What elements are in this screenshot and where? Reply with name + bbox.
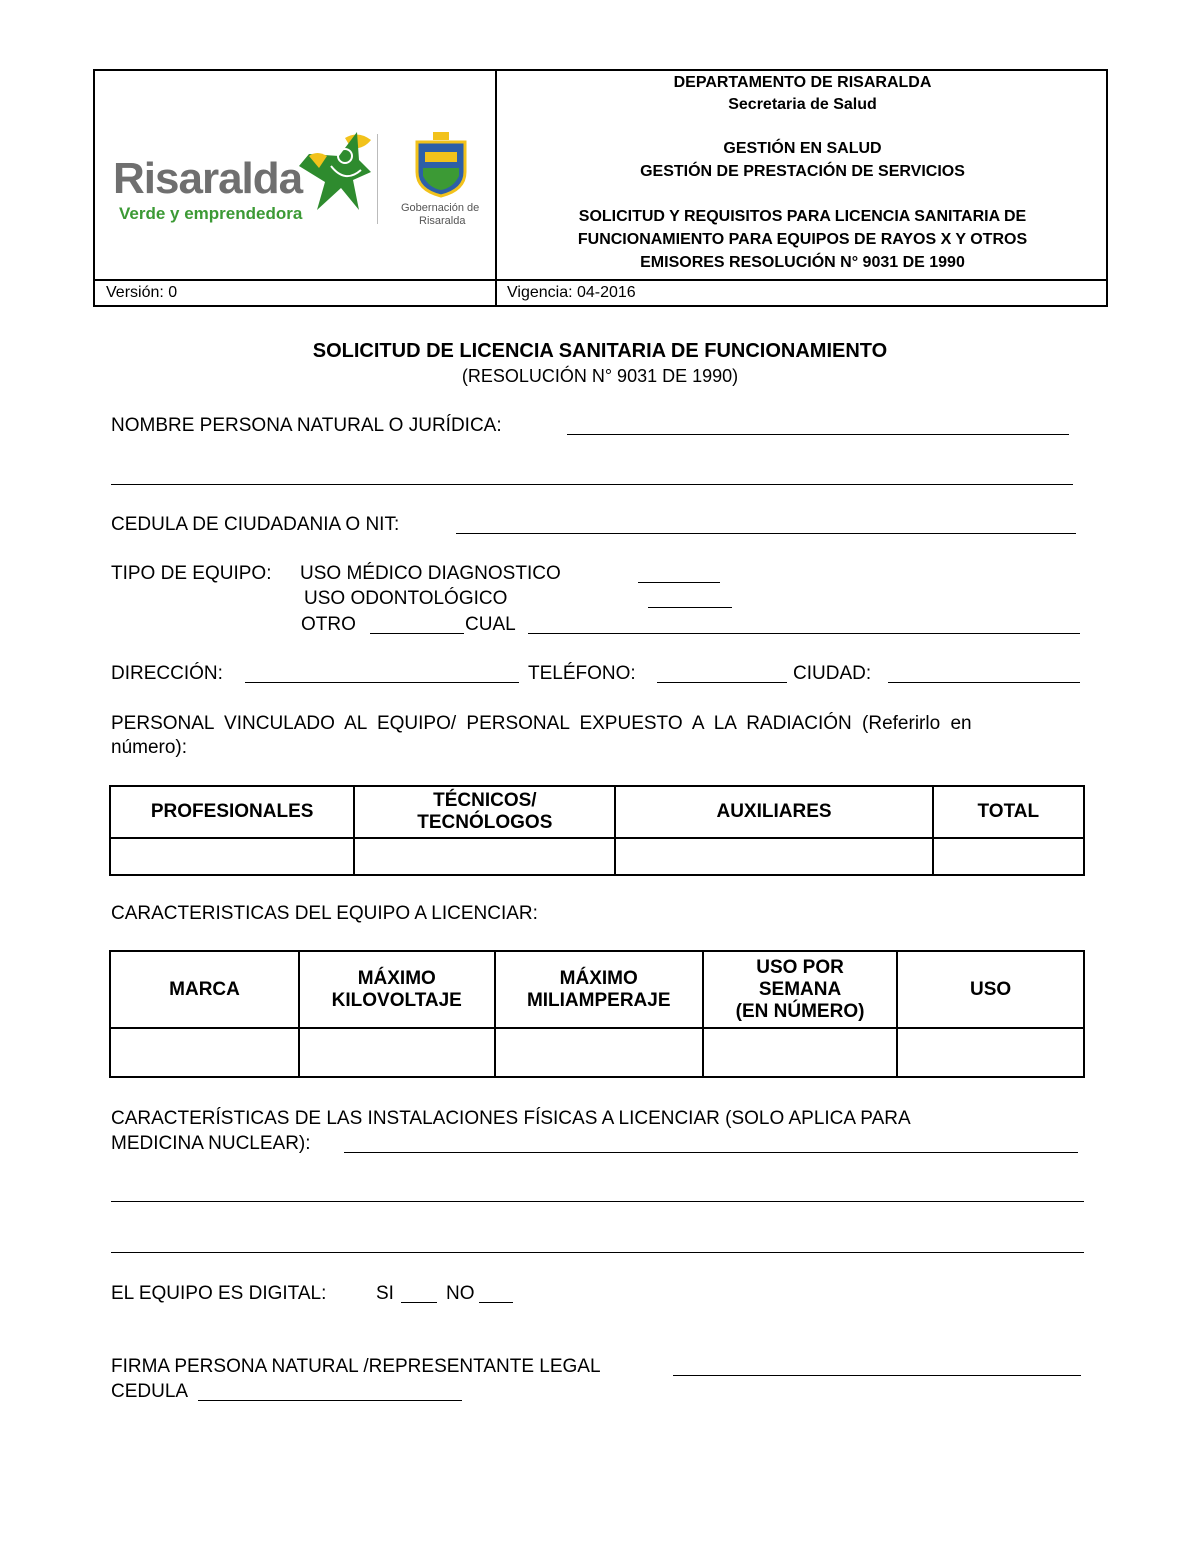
facilities-field-continued-1[interactable] bbox=[111, 1201, 1084, 1202]
address-field[interactable] bbox=[245, 682, 519, 683]
risaralda-logo bbox=[113, 126, 483, 236]
cell-max-milliamperage[interactable] bbox=[495, 1028, 703, 1077]
equipment-table bbox=[109, 950, 1085, 1078]
header-brand: MARCA bbox=[110, 951, 299, 1028]
other-field[interactable] bbox=[370, 633, 464, 634]
header-max-ma-line-2: MILIAMPERAJE bbox=[526, 989, 671, 1011]
name-field-continued[interactable] bbox=[111, 484, 1073, 485]
id-label: CEDULA DE CIUDADANIA O NIT: bbox=[111, 514, 400, 535]
facilities-field[interactable] bbox=[344, 1152, 1078, 1153]
signature-label: FIRMA PERSONA NATURAL /REPRESENTANTE LEGAL bbox=[111, 1356, 601, 1377]
area-1: GESTIÓN EN SALUD bbox=[723, 140, 882, 157]
which-label: CUAL bbox=[465, 614, 516, 635]
logo-divider bbox=[377, 134, 378, 224]
header-weekly-use-line-2: SEMANA bbox=[758, 978, 842, 1000]
cell-total[interactable] bbox=[933, 838, 1084, 875]
which-field[interactable] bbox=[528, 633, 1080, 634]
cell-weekly-use[interactable] bbox=[703, 1028, 897, 1077]
other-label: OTRO bbox=[301, 614, 356, 635]
header-weekly-use bbox=[703, 951, 897, 1028]
dental-use-label: USO ODONTOLÓGICO bbox=[304, 588, 508, 609]
header-technicians bbox=[354, 786, 615, 838]
dental-use-field[interactable] bbox=[648, 607, 732, 608]
header-table bbox=[93, 69, 1108, 307]
yes-field[interactable] bbox=[401, 1302, 437, 1303]
header-auxiliaries: AUXILIARES bbox=[615, 786, 932, 838]
city-field[interactable] bbox=[888, 682, 1080, 683]
coat-of-arms-icon bbox=[413, 132, 469, 198]
form-subtitle: (RESOLUCIÓN N° 9031 DE 1990) bbox=[461, 366, 739, 386]
city-label: CIUDAD: bbox=[793, 663, 872, 684]
header-max-kv-line-2: KILOVOLTAJE bbox=[331, 989, 462, 1011]
gov-label-1: Gobernación de bbox=[401, 202, 480, 214]
cell-use[interactable] bbox=[897, 1028, 1084, 1077]
phone-field[interactable] bbox=[657, 682, 787, 683]
equipment-characteristics-label: CARACTERISTICAS DEL EQUIPO A LICENCIAR: bbox=[111, 903, 538, 924]
header-weekly-use-line-3: (EN NÚMERO) bbox=[735, 1000, 865, 1022]
cell-professionals[interactable] bbox=[110, 838, 354, 875]
header-max-kilovoltage bbox=[299, 951, 494, 1028]
header-title-block bbox=[497, 71, 1108, 279]
medical-use-label: USO MÉDICO DIAGNOSTICO bbox=[300, 563, 561, 584]
medical-use-field[interactable] bbox=[638, 582, 720, 583]
cell-max-kilovoltage[interactable] bbox=[299, 1028, 494, 1077]
cedula-label: CEDULA bbox=[111, 1381, 189, 1402]
facilities-label-line-1: CARACTERÍSTICAS DE LAS INSTALACIONES FÍSICAS A LICENCIAR (SOLO APLICA PARA bbox=[111, 1108, 911, 1129]
gov-label-2: Risaralda bbox=[419, 215, 466, 227]
facilities-field-continued-2[interactable] bbox=[111, 1252, 1084, 1253]
equipment-type-label: TIPO DE EQUIPO: bbox=[111, 563, 272, 584]
header-technicians-line-2: TECNÓLOGOS bbox=[417, 812, 553, 833]
logo-tagline: Verde y emprendedora bbox=[119, 204, 303, 223]
doc-title-1: SOLICITUD Y REQUISITOS PARA LICENCIA SANITARIA DE bbox=[578, 208, 1027, 225]
header-professionals: PROFESIONALES bbox=[110, 786, 354, 838]
doc-title-2: FUNCIONAMIENTO PARA EQUIPOS DE RAYOS X Y OTROS bbox=[577, 231, 1028, 248]
secretariat-name: Secretaria de Salud bbox=[728, 96, 877, 113]
area-2: GESTIÓN DE PRESTACIÓN DE SERVICIOS bbox=[640, 163, 965, 180]
header-max-kv-line-1: MÁXIMO bbox=[357, 967, 436, 989]
header-use: USO bbox=[897, 951, 1084, 1028]
yes-label: SI bbox=[376, 1283, 394, 1304]
cell-auxiliaries[interactable] bbox=[615, 838, 932, 875]
no-field[interactable] bbox=[479, 1302, 513, 1303]
cell-brand[interactable] bbox=[110, 1028, 299, 1077]
digital-label: EL EQUIPO ES DIGITAL: bbox=[111, 1283, 327, 1304]
header-technicians-line-1: TÉCNICOS/ bbox=[433, 790, 537, 811]
validity-label: Vigencia: 04-2016 bbox=[507, 284, 636, 301]
no-label: NO bbox=[446, 1283, 475, 1304]
address-label: DIRECCIÓN: bbox=[111, 663, 223, 684]
name-field[interactable] bbox=[567, 434, 1069, 435]
department-name: DEPARTAMENTO DE RISARALDA bbox=[673, 74, 932, 91]
form-title: SOLICITUD DE LICENCIA SANITARIA DE FUNCIONAMIENTO bbox=[312, 340, 888, 362]
header-total: TOTAL bbox=[933, 786, 1084, 838]
logo-brand: Risaralda bbox=[113, 154, 303, 203]
doc-title-3: EMISORES RESOLUCIÓN N° 9031 DE 1990 bbox=[640, 254, 965, 271]
cedula-field[interactable] bbox=[198, 1400, 462, 1401]
header-weekly-use-line-1: USO POR bbox=[756, 956, 844, 978]
name-label: NOMBRE PERSONA NATURAL O JURÍDICA: bbox=[111, 415, 502, 436]
phone-label: TELÉFONO: bbox=[528, 663, 636, 684]
id-field[interactable] bbox=[456, 533, 1076, 534]
cell-technicians[interactable] bbox=[354, 838, 615, 875]
personnel-label-line-1: PERSONAL VINCULADO AL EQUIPO/ PERSONAL EXPUESTO A LA RADIACIÓN (Referirlo en bbox=[111, 713, 972, 734]
facilities-label-line-2: MEDICINA NUCLEAR): bbox=[111, 1133, 311, 1154]
personnel-label-line-2: número): bbox=[111, 737, 188, 758]
version-label: Versión: 0 bbox=[106, 284, 178, 301]
personnel-table bbox=[109, 785, 1085, 876]
header-max-ma-line-1: MÁXIMO bbox=[559, 967, 638, 989]
signature-field[interactable] bbox=[673, 1375, 1081, 1376]
header-max-milliamperage bbox=[495, 951, 703, 1028]
